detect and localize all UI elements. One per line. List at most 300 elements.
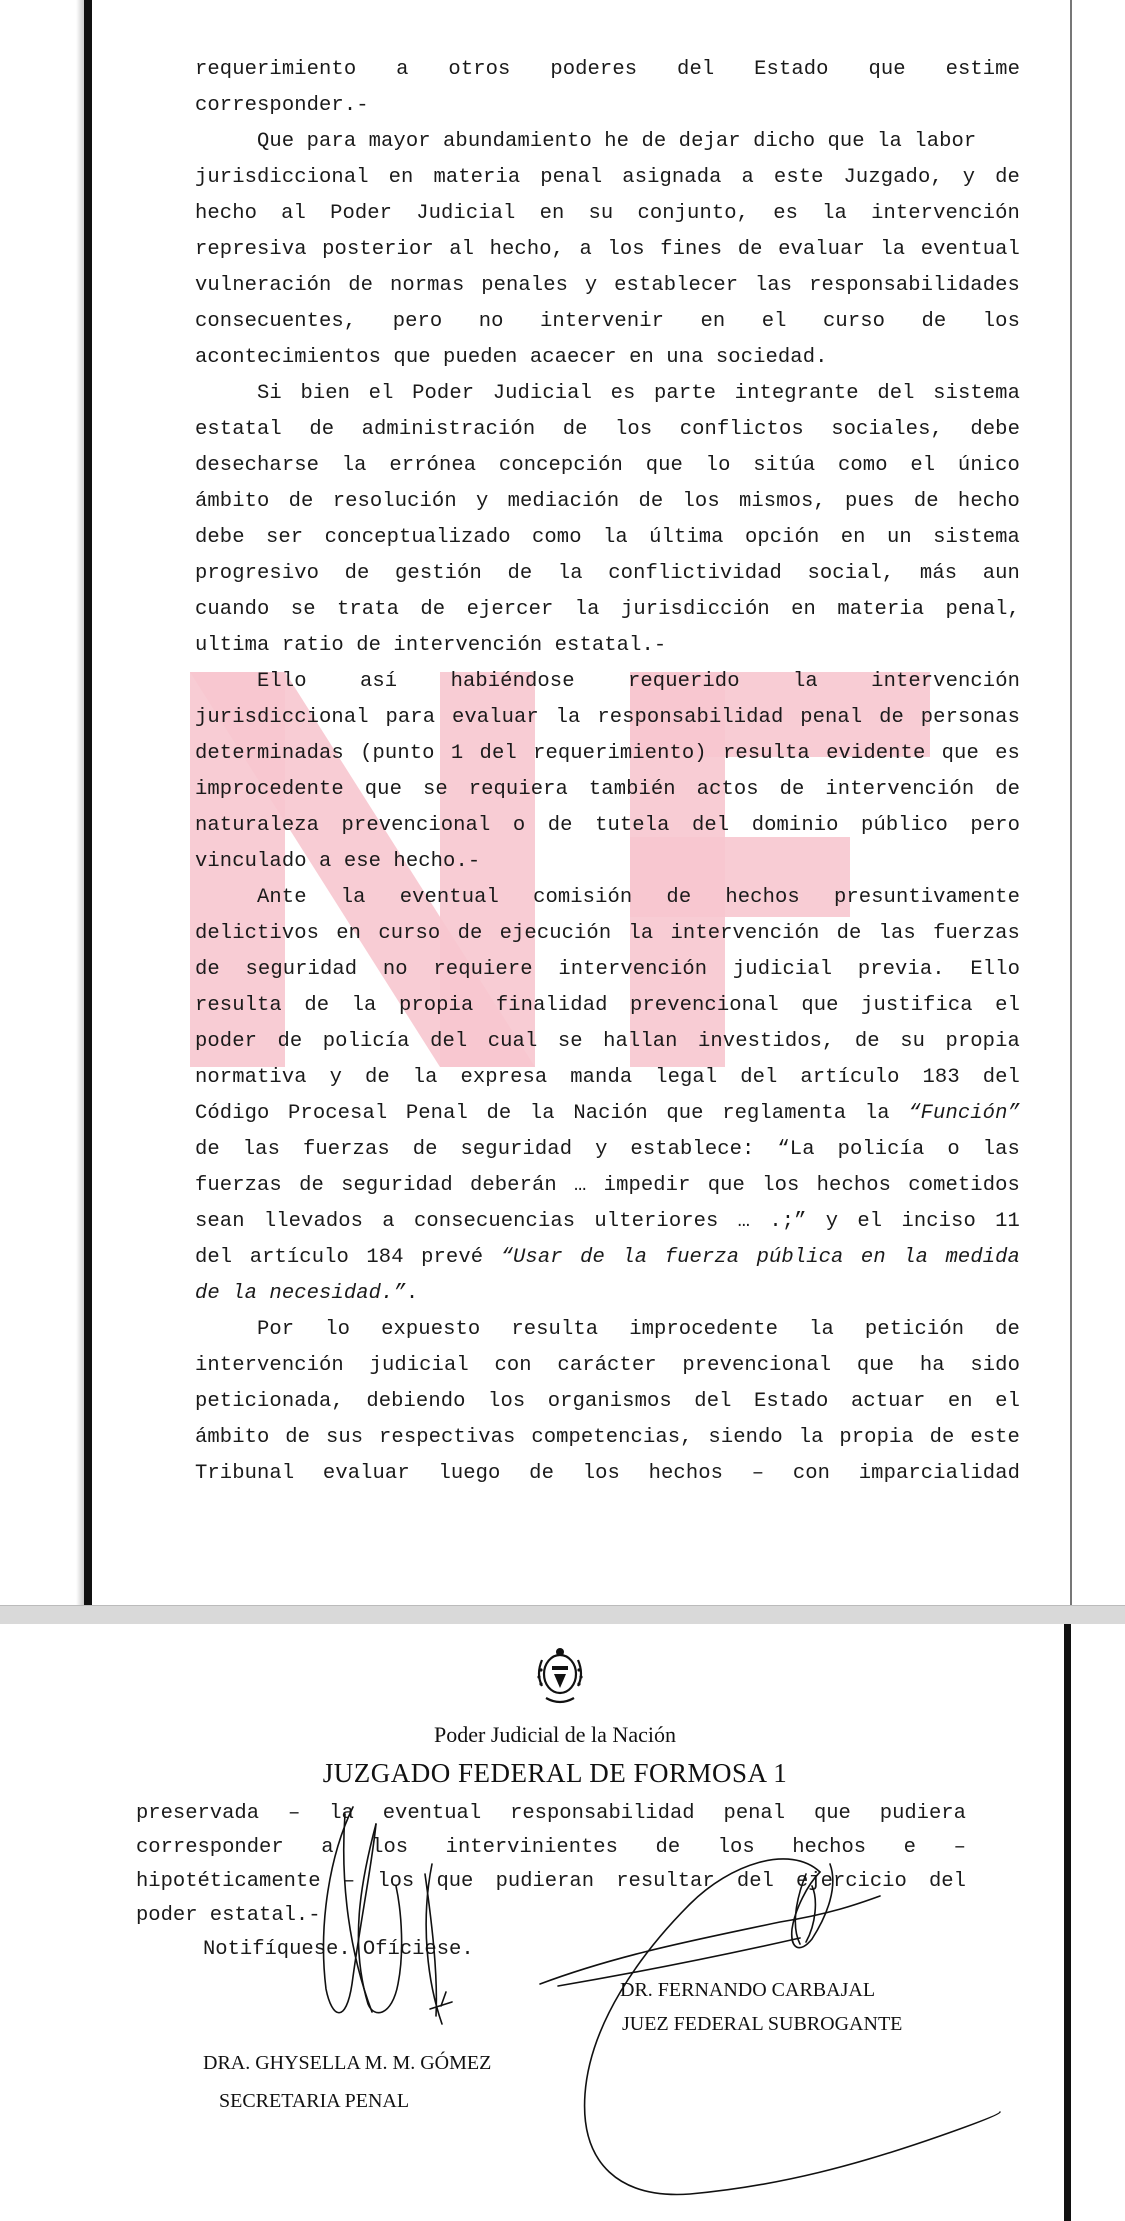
text-word: no xyxy=(382,958,408,981)
text-word: otros xyxy=(448,58,511,81)
text-word: hecho, xyxy=(489,238,565,261)
text-word: los xyxy=(607,238,645,261)
text-word: pública xyxy=(756,1246,844,1269)
text-word: tutela xyxy=(595,814,670,837)
text-word: a xyxy=(321,1836,334,1859)
text-word: ser xyxy=(265,526,304,549)
text-word: e xyxy=(903,1836,916,1859)
text-word: responsabilidades xyxy=(809,274,1020,297)
signer-left-title: SECRETARIA PENAL xyxy=(219,2090,410,2112)
text-word: resolución xyxy=(332,490,457,513)
text-word: delictivos xyxy=(195,922,320,945)
text-word: poderes xyxy=(550,58,638,81)
text-word: llevados xyxy=(263,1210,364,1233)
text-word: penal, xyxy=(945,598,1020,621)
text-word: Notifíquese. Ofíciese. xyxy=(203,1938,474,1961)
text-word: habiéndose xyxy=(450,670,575,693)
text-word: debiendo xyxy=(366,1390,466,1413)
text-word: la xyxy=(555,706,581,729)
text-word: penal xyxy=(723,1802,786,1825)
text-word: peticionada, xyxy=(195,1390,344,1413)
text-word: eventual xyxy=(382,1802,482,1825)
text-line xyxy=(195,52,1020,88)
text-word: en xyxy=(539,202,565,225)
text-line xyxy=(195,412,1020,448)
text-line xyxy=(195,700,1020,736)
text-word: que xyxy=(707,1174,745,1197)
signature-right-strokes xyxy=(540,1859,1000,2195)
text-word: intervención xyxy=(195,1354,344,1377)
text-word: la xyxy=(622,1246,648,1269)
text-word: establecer xyxy=(614,274,739,297)
text-word: manda xyxy=(570,1066,633,1089)
text-word: es xyxy=(773,202,798,225)
text-word: los xyxy=(582,1462,620,1485)
text-line xyxy=(195,124,1020,160)
text-word: hechos xyxy=(816,1174,892,1197)
text-word: hallan xyxy=(603,1030,678,1053)
text-word: prevencional xyxy=(630,994,779,1017)
text-word: que xyxy=(364,778,402,801)
text-word: conjunto, xyxy=(637,202,750,225)
text-word: conflictividad xyxy=(608,562,782,585)
text-word: materia xyxy=(837,598,925,621)
text-word: la xyxy=(574,598,600,621)
text-line xyxy=(195,1276,1020,1312)
text-word: del xyxy=(736,1870,774,1893)
text-word: 11 xyxy=(995,1210,1020,1233)
text-line xyxy=(195,844,1020,880)
text-word: aun xyxy=(982,562,1020,585)
text-word: pudieran xyxy=(495,1870,595,1893)
text-word: jurisdiccional xyxy=(195,166,369,189)
text-word: la xyxy=(341,454,367,477)
text-word: a xyxy=(382,1210,395,1233)
text-word: como xyxy=(531,526,582,549)
text-word: prevencional xyxy=(682,1354,832,1377)
text-word: en xyxy=(840,526,866,549)
text-word: en xyxy=(791,598,816,621)
text-word: pudiera xyxy=(879,1802,966,1825)
text-word: Tribunal xyxy=(195,1462,295,1485)
text-line xyxy=(195,1384,1020,1420)
text-line xyxy=(195,88,1020,124)
text-word: (punto xyxy=(360,742,435,765)
text-word: el xyxy=(995,1390,1020,1413)
text-word: normas xyxy=(389,274,465,297)
text-word: sistema xyxy=(933,526,1020,549)
text-word: jurisdiccional xyxy=(195,706,369,729)
text-word: mediación xyxy=(507,490,620,513)
text-word: de xyxy=(309,418,335,441)
text-word: del xyxy=(692,814,730,837)
text-word: actuar xyxy=(850,1390,926,1413)
text-word: de xyxy=(364,1066,390,1089)
text-word: actos xyxy=(696,778,759,801)
text-word: de xyxy=(929,1426,955,1449)
text-word: consecuencias xyxy=(413,1210,576,1233)
text-word: errónea xyxy=(389,454,477,477)
text-word: la xyxy=(880,238,906,261)
text-word: improcedente xyxy=(629,1318,779,1341)
text-word: que xyxy=(645,454,683,477)
text-word: los xyxy=(682,490,720,513)
text-word: también xyxy=(588,778,676,801)
text-word: de xyxy=(529,1462,554,1485)
text-word: prevé xyxy=(421,1246,484,1269)
text-word: conflictos xyxy=(679,418,804,441)
text-word: naturaleza xyxy=(195,814,320,837)
text-word: y xyxy=(962,166,976,189)
text-word: que xyxy=(941,742,979,765)
text-word: resulta xyxy=(511,1318,599,1341)
text-word: de xyxy=(299,1174,324,1197)
text-word: concepción xyxy=(498,454,623,477)
text-word: intervención xyxy=(670,922,820,945)
text-word: del xyxy=(929,1870,966,1893)
text-word: del xyxy=(694,1390,732,1413)
text-word: fines xyxy=(660,238,723,261)
text-word: Ello xyxy=(970,958,1020,981)
text-word: consecuentes, xyxy=(195,310,357,333)
text-word: requerido xyxy=(627,670,740,693)
text-word: del xyxy=(479,742,517,765)
text-word: vulneración xyxy=(195,274,332,297)
text-word: del xyxy=(195,1246,233,1269)
text-word: de xyxy=(348,274,374,297)
text-word: posterior xyxy=(322,238,434,261)
text-word: determinadas xyxy=(195,742,344,765)
text-line xyxy=(195,160,1020,196)
text-word: debe xyxy=(970,418,1020,441)
text-word: que xyxy=(868,58,906,81)
text-word: de xyxy=(344,562,370,585)
text-word: inciso xyxy=(901,1210,976,1233)
signer-right-title: JUEZ FEDERAL SUBROGANTE xyxy=(622,2013,903,2035)
text-line xyxy=(195,592,1020,628)
text-word: presuntivamente xyxy=(833,886,1020,909)
text-word: ulteriores xyxy=(594,1210,719,1233)
text-word: único xyxy=(957,454,1020,477)
text-word: la xyxy=(864,1102,890,1125)
text-word: … xyxy=(737,1210,751,1233)
text-word: de xyxy=(457,922,483,945)
text-word: Poder xyxy=(412,382,475,405)
text-line xyxy=(195,628,1020,664)
text-word: este xyxy=(773,166,824,189)
text-word: en xyxy=(947,1390,973,1413)
text-word: de xyxy=(195,1138,220,1161)
text-word: debe xyxy=(195,526,245,549)
text-word: medida xyxy=(945,1246,1020,1269)
text-word: y xyxy=(329,1066,342,1089)
text-word: las xyxy=(878,922,916,945)
text-word: Procesal xyxy=(288,1102,388,1125)
text-word: de xyxy=(995,166,1020,189)
text-word: evaluar xyxy=(322,1462,410,1485)
text-word: hipotéticamente xyxy=(136,1870,321,1893)
text-line xyxy=(195,196,1020,232)
text-line xyxy=(195,952,1020,988)
text-word: en xyxy=(336,922,362,945)
text-word: de xyxy=(580,1246,605,1269)
text-line xyxy=(195,1420,1020,1456)
text-word: estatal xyxy=(195,418,282,441)
text-word: policía xyxy=(322,1030,410,1053)
text-word: de xyxy=(412,1138,438,1161)
text-word: 1 xyxy=(450,742,464,765)
text-word: de xyxy=(995,1318,1020,1341)
text-word: última xyxy=(649,526,724,549)
text-word: Que para mayor abundamiento he de dejar dicho que la labor xyxy=(257,130,977,153)
text-word: Código xyxy=(195,1102,270,1125)
text-word: la xyxy=(809,1318,834,1341)
text-word: ejecución xyxy=(499,922,612,945)
text-word: de xyxy=(854,1030,880,1053)
text-word: bien xyxy=(300,382,351,405)
text-word: organismos xyxy=(547,1390,672,1413)
text-word: los xyxy=(371,1836,409,1859)
text-word: 184 xyxy=(366,1246,404,1269)
text-word: de xyxy=(288,490,314,513)
text-word: desecharse xyxy=(195,454,320,477)
text-word: poder estatal.- xyxy=(136,1904,321,1927)
text-word: sitúa xyxy=(753,454,816,477)
text-line xyxy=(195,1456,1020,1492)
text-word: Judicial xyxy=(492,382,592,405)
text-word: de xyxy=(486,1102,512,1125)
text-word: dominio xyxy=(751,814,839,837)
text-word: opción xyxy=(744,526,820,549)
text-word: requiere xyxy=(433,958,533,981)
text-word: cuando xyxy=(195,598,270,621)
text-word: evaluar xyxy=(451,706,539,729)
text-word: Estado xyxy=(754,1390,829,1413)
text-word: se xyxy=(557,1030,583,1053)
text-line xyxy=(195,1312,1020,1348)
text-word: eventual xyxy=(399,886,499,909)
text-word: conceptualizado xyxy=(324,526,511,549)
text-line xyxy=(195,664,1020,700)
text-word: sean xyxy=(195,1210,245,1233)
text-word: al xyxy=(281,202,306,225)
text-word: de xyxy=(304,994,330,1017)
text-word: el xyxy=(761,310,787,333)
text-line xyxy=(195,1204,1020,1240)
text-word: “La xyxy=(777,1138,815,1161)
text-word: investidos, xyxy=(698,1030,835,1053)
text-word: es xyxy=(610,382,636,405)
header-court: JUZGADO FEDERAL DE FORMOSA 1 xyxy=(322,1758,788,1788)
text-word: expuesto xyxy=(381,1318,481,1341)
text-word: en xyxy=(388,166,414,189)
text-word: del xyxy=(877,382,915,405)
text-word: o xyxy=(512,814,526,837)
text-word: de xyxy=(779,778,805,801)
text-fragment: de la necesidad.” xyxy=(195,1282,406,1305)
text-word: acontecimientos que pueden acaecer en una sociedad. xyxy=(195,346,828,369)
text-word: intervención xyxy=(871,202,1020,225)
text-word: respectivas xyxy=(379,1426,516,1449)
text-word: de xyxy=(737,238,763,261)
text-word: los xyxy=(615,418,653,441)
text-word: resultar xyxy=(616,1870,715,1893)
text-word: asignada xyxy=(622,166,722,189)
text-word: el xyxy=(368,382,394,405)
text-word: la xyxy=(602,526,628,549)
text-word: que xyxy=(666,1102,704,1125)
text-word: curso xyxy=(378,922,441,945)
text-word: fuerzas xyxy=(933,922,1020,945)
text-line xyxy=(195,340,1020,376)
text-word: de xyxy=(995,778,1020,801)
text-word: personas xyxy=(920,706,1020,729)
text-word: requiera xyxy=(468,778,568,801)
text-word: trata xyxy=(336,598,399,621)
text-word: propia xyxy=(839,1426,914,1449)
text-line xyxy=(195,736,1020,772)
text-line xyxy=(195,1024,1020,1060)
text-word: este xyxy=(970,1426,1020,1449)
text-word: Si xyxy=(257,382,282,405)
text-line xyxy=(195,880,1020,916)
text-line xyxy=(195,376,1020,412)
text-word: resulta xyxy=(723,742,810,765)
text-word: la xyxy=(798,1426,824,1449)
text-word: hechos xyxy=(725,886,800,909)
text-line xyxy=(195,304,1020,340)
signer-right-name: DR. FERNANDO CARBAJAL xyxy=(620,1979,876,2001)
text-word: los xyxy=(377,1870,415,1893)
header-institution: Poder Judicial de la Nación xyxy=(434,1722,676,1747)
text-word: de xyxy=(666,886,692,909)
body-text-page-1 xyxy=(195,52,1020,1492)
text-word: de xyxy=(562,418,588,441)
text-word: así xyxy=(359,670,398,693)
text-word: sistema xyxy=(933,382,1020,405)
text-word: los xyxy=(762,1174,800,1197)
text-word: – xyxy=(751,1462,765,1485)
text-word: pero xyxy=(392,310,443,333)
text-word: deberán xyxy=(469,1174,557,1197)
text-word: de xyxy=(420,598,446,621)
text-word: el xyxy=(995,994,1020,1017)
text-word: Estado xyxy=(754,58,829,81)
text-word: – xyxy=(953,1836,966,1859)
page-separator xyxy=(0,1605,1125,1625)
text-word: normativa xyxy=(195,1066,307,1089)
text-line xyxy=(195,556,1020,592)
text-word: con xyxy=(494,1354,532,1377)
text-word: se xyxy=(422,778,448,801)
text-word: la xyxy=(340,886,366,909)
text-word: poder xyxy=(195,1030,258,1053)
text-word: y xyxy=(584,274,598,297)
text-word: requerimiento) xyxy=(533,742,707,765)
text-word: ámbito xyxy=(195,1426,270,1449)
text-word: público xyxy=(861,814,948,837)
text-word: lo xyxy=(705,454,731,477)
text-word: de xyxy=(913,490,939,513)
text-word: de xyxy=(879,706,904,729)
text-word: el xyxy=(857,1210,883,1233)
text-word: de xyxy=(547,814,573,837)
text-word: evaluar xyxy=(778,238,865,261)
text-word: progresivo xyxy=(195,562,320,585)
text-word: de xyxy=(836,922,862,945)
text-word: las xyxy=(982,1138,1020,1161)
text-word: seguridad xyxy=(341,1174,453,1197)
text-word: legal xyxy=(655,1066,718,1089)
text-word: .;” xyxy=(769,1210,807,1233)
text-word: cual xyxy=(487,1030,538,1053)
text-word: propia xyxy=(398,994,474,1017)
text-word: la xyxy=(412,1066,438,1089)
text-word: propia xyxy=(945,1030,1020,1053)
text-word: como xyxy=(838,454,888,477)
text-word: del xyxy=(677,58,715,81)
text-word: competencias, xyxy=(531,1426,693,1449)
text-word: requerimiento xyxy=(195,58,357,81)
text-word: preservada xyxy=(136,1802,260,1825)
text-line xyxy=(195,268,1020,304)
text-word: seguridad xyxy=(245,958,358,981)
text-word: finalidad xyxy=(495,994,608,1017)
text-word: que xyxy=(801,994,839,1017)
text-word: hechos xyxy=(648,1462,724,1485)
text-word: que xyxy=(856,1354,895,1377)
text-word: materia xyxy=(433,166,521,189)
text-word: la xyxy=(329,1802,354,1825)
text-word: mismos, xyxy=(738,490,826,513)
text-word: improcedente xyxy=(195,778,344,801)
signature-left-strokes xyxy=(324,1807,452,2024)
text-word: y xyxy=(595,1138,608,1161)
text-line xyxy=(195,1348,1020,1384)
text-word: previa. xyxy=(857,958,945,981)
text-word: “Función” xyxy=(908,1102,1020,1125)
handwritten-signatures xyxy=(0,1624,1125,2221)
text-word: imparcialidad xyxy=(858,1462,1020,1485)
text-word: a xyxy=(741,166,754,189)
text-word: fuerzas xyxy=(302,1138,390,1161)
text-word: la xyxy=(628,922,654,945)
text-word: petición xyxy=(864,1318,965,1341)
text-word: la xyxy=(792,670,818,693)
text-word: fuerzas xyxy=(195,1174,282,1197)
text-word: pues xyxy=(845,490,895,513)
text-word: establece: xyxy=(630,1138,755,1161)
text-word: de xyxy=(277,1030,303,1053)
text-word: Penal xyxy=(405,1102,468,1125)
text-word: que xyxy=(813,1802,851,1825)
text-word: y xyxy=(825,1210,839,1233)
text-word: resulta xyxy=(195,994,282,1017)
text-line xyxy=(195,1168,1020,1204)
text-word: expresa xyxy=(460,1066,548,1089)
text-word: integrante xyxy=(734,382,859,405)
text-fragment: . xyxy=(405,1282,419,1305)
text-line xyxy=(195,808,1020,844)
text-word: – xyxy=(342,1870,356,1893)
text-word: no xyxy=(478,310,504,333)
text-word: intervención xyxy=(558,958,708,981)
text-word: del xyxy=(740,1066,778,1089)
text-word: ejercicio xyxy=(796,1870,907,1893)
text-word: la xyxy=(903,1246,929,1269)
text-line xyxy=(195,1060,1020,1096)
text-word: para xyxy=(385,706,436,729)
